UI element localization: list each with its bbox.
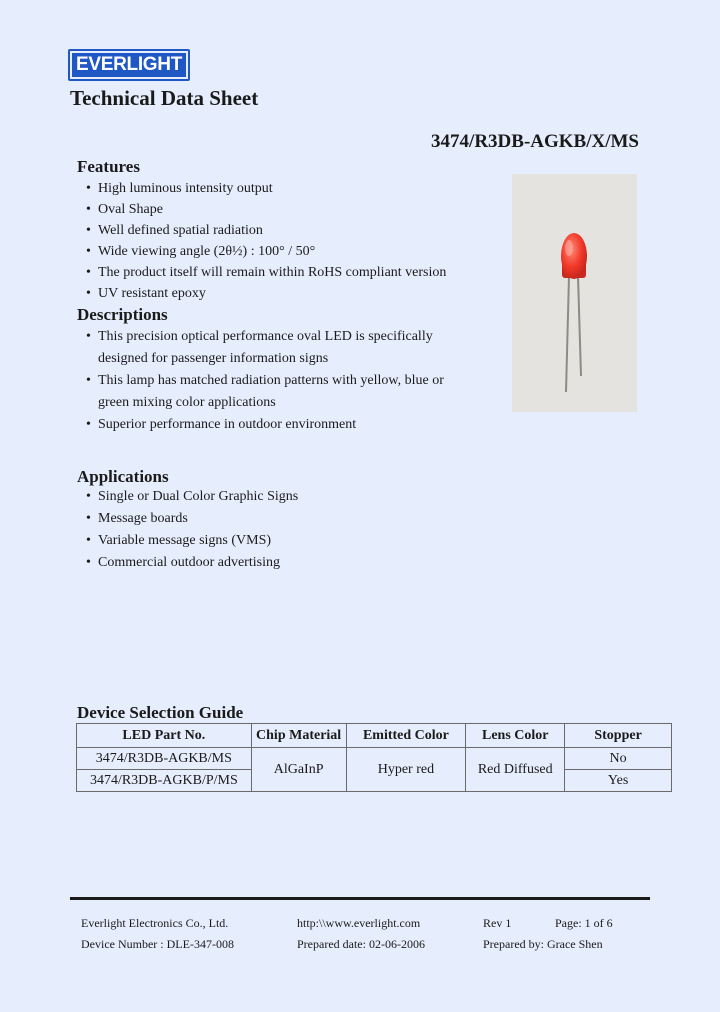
footer-device-number: Device Number : DLE-347-008 bbox=[81, 937, 234, 951]
selection-guide-table bbox=[76, 723, 672, 792]
application-item: • Variable message signs (VMS) bbox=[78, 530, 498, 552]
document-title: Technical Data Sheet bbox=[70, 86, 259, 110]
applications-list bbox=[78, 486, 498, 574]
table-row bbox=[77, 748, 672, 770]
part-number-title: 3474/R3DB-AGKB/X/MS bbox=[431, 131, 639, 152]
column-header: Emitted Color bbox=[346, 724, 466, 748]
applications-heading: Applications bbox=[77, 467, 169, 486]
column-header: Stopper bbox=[565, 724, 672, 748]
column-header: Lens Color bbox=[466, 724, 565, 748]
led-photo bbox=[512, 174, 637, 412]
stopper-cell: Yes bbox=[565, 770, 672, 792]
column-header: Chip Material bbox=[251, 724, 346, 748]
features-list bbox=[78, 178, 498, 304]
led-lamp-image bbox=[512, 174, 637, 412]
footer-prepared-by: Prepared by: Grace Shen bbox=[483, 937, 603, 951]
application-item: • Single or Dual Color Graphic Signs bbox=[78, 486, 498, 508]
descriptions-list bbox=[78, 326, 462, 436]
chip-material-cell: AlGaInP bbox=[251, 748, 346, 792]
feature-item: • Wide viewing angle (2θ½) : 100° / 50° bbox=[78, 241, 498, 262]
descriptions-heading: Descriptions bbox=[77, 305, 168, 324]
part-number-cell: 3474/R3DB-AGKB/MS bbox=[77, 748, 252, 770]
description-item: • This precision optical performance oval LED is specifically designed for passenger information signs bbox=[78, 326, 462, 370]
footer-revision: Rev 1 bbox=[483, 916, 512, 930]
emitted-color-cell: Hyper red bbox=[346, 748, 466, 792]
description-item: • Superior performance in outdoor environment bbox=[78, 414, 462, 436]
company-logo bbox=[68, 49, 190, 81]
feature-item: • UV resistant epoxy bbox=[78, 283, 498, 304]
selection-guide-heading: Device Selection Guide bbox=[77, 703, 244, 722]
feature-item: • The product itself will remain within RoHS compliant version bbox=[78, 262, 498, 283]
application-item: • Commercial outdoor advertising bbox=[78, 552, 498, 574]
column-header: LED Part No. bbox=[77, 724, 252, 748]
feature-item: • High luminous intensity output bbox=[78, 178, 498, 199]
logo-text: EVERLIGHT bbox=[72, 53, 186, 77]
features-heading: Features bbox=[77, 157, 140, 176]
part-number-cell: 3474/R3DB-AGKB/P/MS bbox=[77, 770, 252, 792]
description-item: • This lamp has matched radiation patterns with yellow, blue or green mixing color applications bbox=[78, 370, 462, 414]
feature-item: • Oval Shape bbox=[78, 199, 498, 220]
footer-company: Everlight Electronics Co., Ltd. bbox=[81, 916, 229, 930]
footer-divider bbox=[70, 897, 650, 900]
lens-color-cell: Red Diffused bbox=[466, 748, 565, 792]
table-header-row bbox=[77, 724, 672, 748]
footer-page: Page: 1 of 6 bbox=[555, 916, 613, 930]
footer-prepared-date: Prepared date: 02-06-2006 bbox=[297, 937, 425, 951]
footer-url[interactable]: http:\\www.everlight.com bbox=[297, 916, 421, 930]
application-item: • Message boards bbox=[78, 508, 498, 530]
feature-item: • Well defined spatial radiation bbox=[78, 220, 498, 241]
stopper-cell: No bbox=[565, 748, 672, 770]
